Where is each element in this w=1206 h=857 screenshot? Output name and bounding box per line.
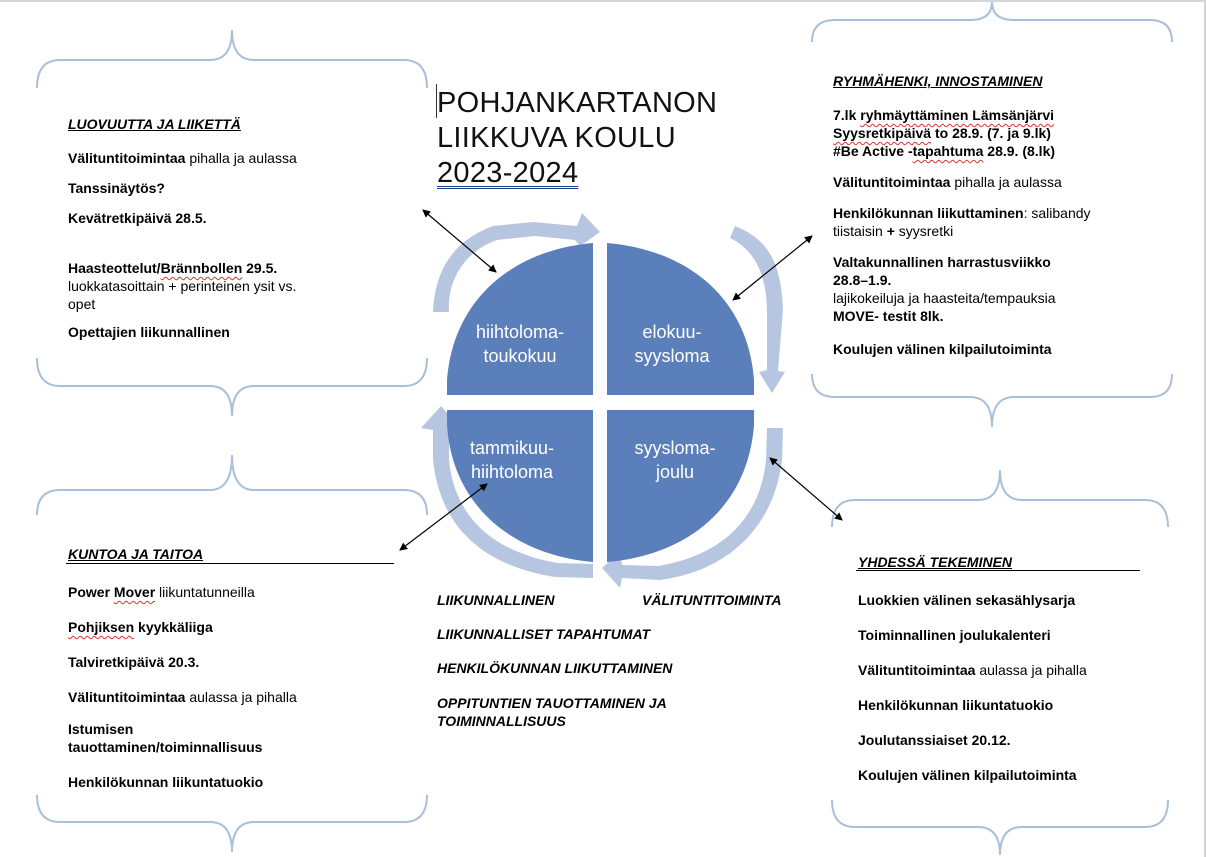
list-item: Talviretkipäivä 20.3. [68,654,200,670]
page-title [437,86,717,191]
brace-top-right-bottom [812,374,1172,427]
panel-bottom-left [68,545,408,791]
center-list-item: LIIKUNNALLINEN [437,592,555,608]
list-item-detail: luokkatasoittain + perinteinen ysit vs. [68,278,297,294]
list-item: Tanssinäytös? [68,180,165,196]
quadrant-top-left [447,243,593,395]
list-item: Joulutanssiaiset 20.12. [858,732,1011,748]
title-line-3: 2023-2024 [437,157,579,189]
center-list-item: LIIKUNNALLISET TAPAHTUMAT [437,626,651,642]
panel-heading: KUNTOA JA TAITOA [68,546,204,562]
list-item: #Be Active -tapahtuma 28.9. (8.lk) [833,143,1056,159]
center-list-item: VÄLITUNTITOIMINTA [642,592,782,608]
title-line-1: POHJANKARTANON [437,87,718,119]
brace-top-left-top [37,30,427,88]
center-list-item: OPPITUNTIEN TAUOTTAMINEN JA [437,695,667,711]
brace-bottom-left-bottom [37,795,427,852]
list-item: 7.lk ryhmäyttäminen Lämsänjärvi [833,107,1054,123]
list-item-detail: tauottaminen/toiminnallisuus [68,739,263,755]
list-item: Välituntitoimintaa pihalla ja aulassa [833,174,1062,190]
panel-bottom-right [858,553,1158,784]
panel-top-left [68,115,408,341]
list-item: Haasteottelut/Brännbollen 29.5. [68,260,278,276]
list-item: Henkilökunnan liikuntatuokio [858,697,1054,713]
list-item: Välituntitoimintaa pihalla ja aulassa [68,150,297,166]
panel-top-right [833,72,1168,358]
quadrant-label-top-left: hiihtoloma- toukokuu [475,322,565,366]
list-item-detail: lajikokeiluja ja haasteita/tempauksia [833,290,1056,306]
title-line-2: LIIKKUVA KOULU [437,122,676,154]
arrow-bottom-right [770,458,842,520]
list-item-detail: opet [68,296,96,312]
cycle-quadrants [447,243,754,562]
list-item: Koulujen välinen kilpailutoiminta [858,767,1077,783]
list-item: Valtakunnallinen harrastusviikko [833,254,1051,270]
panel-heading: YHDESSÄ TEKEMINEN [858,554,1013,570]
quadrant-label-bottom-left: tammikuu- hiihtoloma [469,438,554,482]
list-item-detail: tiistaisin + syysretki [833,223,954,239]
heading-rule [856,570,1140,571]
list-item: Pohjiksen kyykkäliiga [68,619,213,635]
brace-bottom-left-top [37,455,427,515]
panel-heading: RYHMÄHENKI, INNOSTAMINEN [833,73,1043,89]
list-item: Syysretkipäivä to 28.9. (7. ja 9.lk) [833,125,1051,141]
center-list-item: HENKILÖKUNNAN LIIKUTTAMINEN [437,660,673,676]
list-item: Luokkien välinen sekasählysarja [858,592,1076,608]
heading-rule [66,563,394,564]
list-item: MOVE- testit 8lk. [833,308,944,324]
list-item: Power Mover liikuntatunneilla [68,584,255,600]
brace-top-left-bottom [37,358,427,416]
quadrant-top-right [607,243,754,395]
brace-bottom-right-top [832,470,1168,527]
center-list-item: TOIMINNALLISUUS [437,713,566,729]
list-item: Henkilökunnan liikuntatuokio [68,774,264,790]
quadrant-label-bottom-right: syysloma- joulu [634,438,716,482]
panel-heading: LUOVUUTTA JA LIIKETTÄ [68,116,241,132]
list-item-detail: 28.8–1.9. [833,272,892,288]
cycle-ring [421,213,785,588]
list-item: Välituntitoimintaa aulassa ja pihalla [68,689,297,705]
list-item: Kevätretkipäivä 28.5. [68,210,207,226]
list-item: Toiminnallinen joulukalenteri [858,627,1051,643]
list-item: Välituntitoimintaa aulassa ja pihalla [858,662,1087,678]
list-item: Henkilökunnan liikuttaminen: salibandy [833,205,1091,221]
list-item: Opettajien liikunnallinen [68,324,230,340]
brace-bottom-right-bottom [832,800,1168,855]
list-item: Istumisen [68,721,134,737]
list-item: Koulujen välinen kilpailutoiminta [833,341,1052,357]
quadrant-label-top-right: elokuu- syysloma [634,322,710,366]
quadrant-bottom-left [447,410,593,562]
brace-top-right-top [812,2,1172,42]
